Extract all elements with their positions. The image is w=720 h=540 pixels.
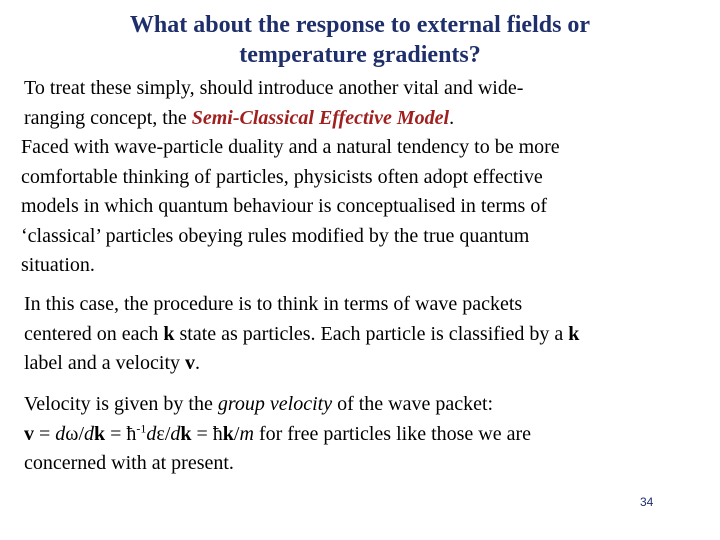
paragraph-intro bbox=[24, 74, 694, 133]
intro-line-2 bbox=[24, 104, 694, 134]
mass-symbol: m bbox=[239, 422, 254, 445]
hbar-symbol: = ħ bbox=[105, 422, 137, 445]
group-velocity-term: group velocity bbox=[217, 393, 333, 415]
hbar-symbol: = ħ bbox=[191, 422, 223, 445]
d-symbol: d bbox=[84, 422, 95, 445]
semi-classical-model-term: Semi-Classical Effective Model bbox=[191, 106, 450, 129]
paragraph-velocity bbox=[24, 390, 714, 479]
duality-line-1: Faced with wave-particle duality and a natural tendency to be more bbox=[21, 136, 560, 158]
v-symbol: v bbox=[185, 352, 196, 374]
duality-line-2: comfortable thinking of particles, physicists often adopt effective bbox=[21, 165, 543, 188]
packets-text-c: label and a velocity bbox=[24, 352, 186, 374]
v-symbol: v bbox=[24, 422, 34, 445]
velocity-text-c: for free particles like those we are bbox=[253, 422, 532, 445]
packets-text-a: centered on each bbox=[24, 322, 164, 345]
duality-line-5: situation. bbox=[21, 254, 95, 276]
title-line-2: temperature gradients? bbox=[239, 42, 481, 68]
packets-line-1: In this case, the procedure is to think in terms of wave packets bbox=[24, 293, 523, 315]
packets-line-3 bbox=[24, 349, 714, 379]
k-symbol: k bbox=[180, 422, 192, 445]
exponent: -1 bbox=[136, 420, 147, 435]
d-symbol: d bbox=[55, 422, 66, 445]
intro-line-2-suffix: . bbox=[449, 106, 455, 129]
intro-line-2-prefix: ranging concept, the bbox=[24, 106, 192, 129]
paragraph-wave-packets bbox=[24, 290, 714, 379]
epsilon-symbol: ε/ bbox=[156, 422, 171, 445]
velocity-line-3: concerned with at present. bbox=[24, 452, 234, 474]
slash: / bbox=[233, 422, 240, 445]
velocity-line-1 bbox=[24, 390, 714, 420]
paragraph-duality bbox=[21, 133, 701, 281]
page-number: 34 bbox=[640, 495, 654, 509]
k-symbol: k bbox=[222, 422, 234, 445]
k-symbol: k bbox=[568, 322, 580, 345]
intro-line-1: To treat these simply, should introduce another vital and wide- bbox=[24, 77, 524, 99]
k-symbol: k bbox=[163, 322, 175, 345]
slide-title bbox=[60, 10, 660, 70]
equals-sign: = bbox=[34, 422, 56, 445]
velocity-text-a: Velocity is given by the bbox=[24, 393, 218, 415]
title-line-1: What about the response to external fields or bbox=[129, 12, 591, 38]
k-symbol: k bbox=[94, 422, 106, 445]
omega-symbol: ω/ bbox=[65, 422, 85, 445]
packets-text-b: state as particles. Each particle is classified by a bbox=[174, 322, 569, 345]
velocity-equation-line bbox=[24, 420, 714, 450]
velocity-text-b: of the wave packet: bbox=[332, 393, 494, 415]
duality-line-4: ‘classical’ particles obeying rules modified by the true quantum bbox=[21, 224, 530, 247]
packets-text-d: . bbox=[195, 352, 201, 374]
d-symbol: d bbox=[146, 422, 157, 445]
duality-line-3: models in which quantum behaviour is conceptualised in terms of bbox=[21, 195, 547, 217]
d-symbol: d bbox=[170, 422, 181, 445]
packets-line-2 bbox=[24, 320, 714, 350]
